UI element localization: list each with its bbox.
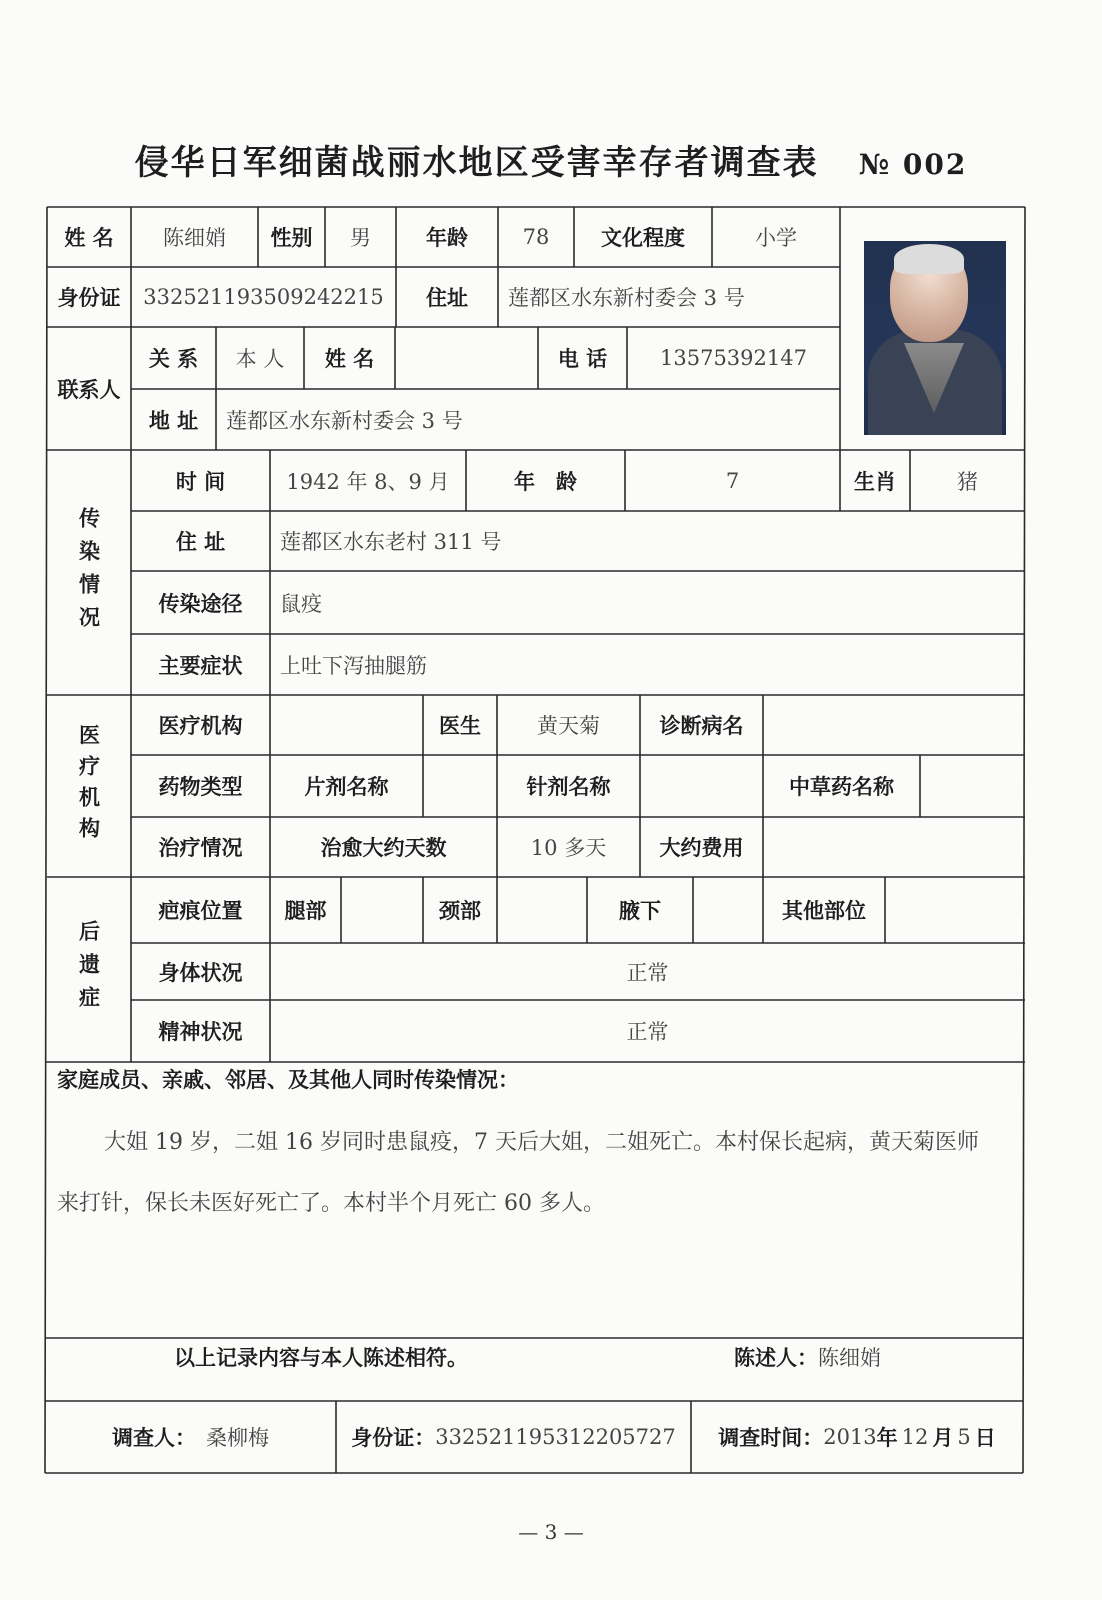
address-label: 住址 xyxy=(426,285,468,310)
medical-section-label xyxy=(47,695,131,877)
age-value: 78 xyxy=(522,225,550,249)
doctor-value: 黄天菊 xyxy=(537,714,600,738)
scar-armpit-label: 腋下 xyxy=(619,898,661,923)
confirmation-statement: 以上记录内容与本人陈述相符。 xyxy=(174,1345,468,1370)
phone-label: 电 话 xyxy=(557,346,608,371)
sequelae-section-text: 后遗症 xyxy=(76,920,102,1019)
scar-leg-label: 腿部 xyxy=(284,898,327,923)
photo-hair xyxy=(894,244,964,274)
time-label: 时 间 xyxy=(175,468,226,494)
medical-org-label: 医疗机构 xyxy=(158,713,243,738)
herbal-label: 中草药名称 xyxy=(789,774,894,799)
cure-days-label: 治愈大约天数 xyxy=(320,835,447,860)
name-value: 陈细娋 xyxy=(163,226,226,250)
cost-label: 大约费用 xyxy=(659,835,744,860)
scar-neck-label: 颈部 xyxy=(439,898,481,923)
symptom-value: 上吐下泻抽腿筋 xyxy=(280,653,427,678)
contact-section-label: 联系人 xyxy=(57,376,121,402)
mental-status-value: 正常 xyxy=(626,1020,669,1044)
scar-location-label: 疤痕位置 xyxy=(158,898,243,923)
id-value: 332521193509242215 xyxy=(143,285,384,309)
investigator-id-label: 身份证： xyxy=(351,1425,436,1450)
route-label: 传染途径 xyxy=(158,590,243,616)
investigator-id-value: 332521195312205727 xyxy=(435,1425,676,1449)
family-text-line2: 来打针，保长未医好死亡了。本村半个月死亡 60 多人。 xyxy=(57,1191,605,1216)
time-value: 1942 年 8、9 月 xyxy=(286,469,450,494)
doctor-label: 医生 xyxy=(439,713,481,738)
survey-date-month: 12 xyxy=(901,1425,929,1449)
name-label: 姓 名 xyxy=(64,225,114,250)
infection-age-label: 年 龄 xyxy=(514,468,577,494)
phone-value: 13575392147 xyxy=(660,346,807,370)
tablet-label: 片剂名称 xyxy=(304,774,389,799)
id-label: 身份证 xyxy=(57,285,121,310)
narrator-label: 陈述人： xyxy=(734,1345,818,1370)
investigator xyxy=(45,1401,336,1473)
infection-address-label: 住 址 xyxy=(175,529,226,554)
education-value: 小学 xyxy=(755,226,797,250)
investigator-value: 桑柳梅 xyxy=(206,1426,269,1450)
infection-address-value: 莲都区水东老村 311 号 xyxy=(280,530,502,554)
form-number: № 002 xyxy=(858,148,968,181)
medical-org-value xyxy=(270,695,423,755)
page-number: — 3 — xyxy=(518,1520,584,1544)
family-heading: 家庭成员、亲戚、邻居、及其他人同时传染情况： xyxy=(57,1067,519,1092)
survey-date-day: 5 xyxy=(957,1425,971,1449)
sex-label: 性别 xyxy=(270,225,313,250)
family-text-line1: 大姐 19 岁，二姐 16 岁同时患鼠疫，7 天后大姐，二姐死亡。本村保长起病，黄天菊医师 xyxy=(104,1130,979,1155)
zodiac-value: 猪 xyxy=(957,469,978,494)
title-text: 侵华日军细菌战丽水地区受害幸存者调查表 xyxy=(134,143,819,183)
route-value: 鼠疫 xyxy=(280,591,322,616)
relation-value: 本 人 xyxy=(235,347,285,371)
education-label: 文化程度 xyxy=(601,225,685,250)
form-title xyxy=(0,135,1102,184)
mental-status-label: 精神状况 xyxy=(158,1019,243,1044)
survey-date: 调查时间： 2013 年 12 月 5 日 xyxy=(691,1401,1023,1473)
sex-value: 男 xyxy=(350,226,371,250)
injection-label: 针剂名称 xyxy=(526,774,611,799)
zodiac-label: 生肖 xyxy=(854,468,896,494)
contact-address-value: 莲都区水东新村委会 3 号 xyxy=(226,408,463,433)
scar-other-label: 其他部位 xyxy=(782,898,866,923)
drug-type-label: 药物类型 xyxy=(158,774,243,799)
physical-status-value: 正常 xyxy=(626,960,669,985)
cure-days-value: 10 多天 xyxy=(530,836,607,860)
investigator-id xyxy=(336,1401,691,1473)
diagnosis-label: 诊断病名 xyxy=(659,713,744,738)
survey-date-label: 调查时间： xyxy=(718,1425,824,1450)
infection-section-text: 传染情况 xyxy=(76,506,102,639)
diagnosis-value xyxy=(763,695,1025,755)
infection-age-value: 7 xyxy=(725,468,740,493)
herbal-value xyxy=(920,755,1025,817)
address-value: 莲都区水东新村委会 3 号 xyxy=(508,286,745,310)
narrator-value: 陈细娋 xyxy=(818,1346,881,1370)
injection-value xyxy=(640,755,763,817)
infection-section-label xyxy=(47,450,131,695)
treatment-label: 治疗情况 xyxy=(158,835,243,860)
tablet-value xyxy=(423,755,497,817)
narrator xyxy=(724,1338,984,1376)
cost-value xyxy=(763,817,1025,877)
sequelae-section-label xyxy=(47,877,131,1062)
medical-section-text: 医疗机构 xyxy=(76,724,102,848)
contact-name-value xyxy=(395,327,538,389)
contact-name-label: 姓 名 xyxy=(324,346,375,371)
survey-date-year: 2013 xyxy=(823,1425,877,1449)
age-label: 年龄 xyxy=(426,225,468,250)
symptom-label: 主要症状 xyxy=(158,652,243,678)
investigator-label: 调查人： xyxy=(112,1425,196,1450)
portrait-photo xyxy=(864,241,1006,435)
contact-address-label: 地 址 xyxy=(148,407,199,433)
physical-status-label: 身体状况 xyxy=(158,959,243,985)
relation-label: 关 系 xyxy=(148,346,199,371)
